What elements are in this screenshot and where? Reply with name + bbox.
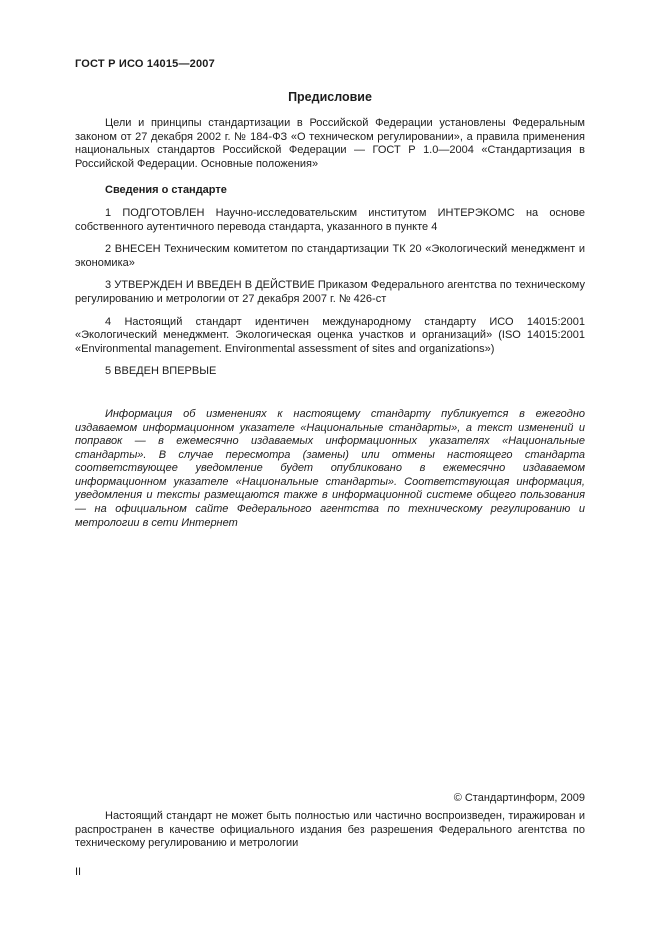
doc-code: ГОСТ Р ИСО 14015—2007 (75, 58, 215, 70)
page-number: II (75, 866, 82, 879)
standard-info-item-1: 1 ПОДГОТОВЛЕН Научно-исследовательским институтом ИНТЕРЭКОМС на основе собственного аутентичного перевода стандарта, указанного в пункте 4 (75, 206, 585, 233)
section-heading: Сведения о стандарте (105, 184, 227, 197)
standard-info-item-3: 3 УТВЕРЖДЕН И ВВЕДЕН В ДЕЙСТВИЕ Приказом Федерального агентства по техническому регулированию и метрологии от 27 декабря 2007 г. № 426-ст (75, 279, 585, 305)
intro-paragraph: Цели и принципы стандартизации в Российской Федерации установлены Федеральным законом от 27 декабря 2002 г. № 184-ФЗ «О техническом регулировании», а правила применения национальных стандартов Российской Федерации — ГОСТ Р 1.0—2004 «Стандартизация в Российской Федерации. Основные положения» (75, 117, 585, 170)
reproduction-restriction: Настоящий стандарт не может быть полностью или частично воспроизведен, тиражирован и распространен в качестве официального издания без разрешения Федерального агентства по техническому регулированию и метрологии (75, 810, 585, 850)
amendments-notice: Информация об изменениях к настоящему стандарту публикуется в ежегодно издаваемом информационном указателе «Национальные стандарты», а текст изменений и поправок — в ежемесячно издаваемых информационных указателях «Национальные стандарты». В случае пересмотра (замены) или отмены настоящего стандарта соответствующее уведомление будет опубликовано в ежемесячно издаваемом информационном указателе «Национальные стандарты». Соответствующая информация, уведомления и тексты размещаются также в информационной системе общего пользования — на официальном сайте Федерального агентства по техническому регулированию и метрологии в сети Интернет (75, 407, 585, 529)
page-title: Предисловие (288, 90, 372, 104)
standard-info-item-4: 4 Настоящий стандарт идентичен международному стандарту ИСО 14015:2001 «Экологический менеджмент. Экологическая оценка участков и организаций» (ISO 14015:2001 «Environmental management. Environmental assessment of sites and organizations») (75, 315, 585, 355)
standard-info-item-5: 5 ВВЕДЕН ВПЕРВЫЕ (105, 365, 217, 378)
standard-info-item-2: 2 ВНЕСЕН Техническим комитетом по стандартизации ТК 20 «Экологический менеджмент и экономика» (75, 243, 585, 269)
copyright-line: © Стандартинформ, 2009 (453, 792, 585, 805)
